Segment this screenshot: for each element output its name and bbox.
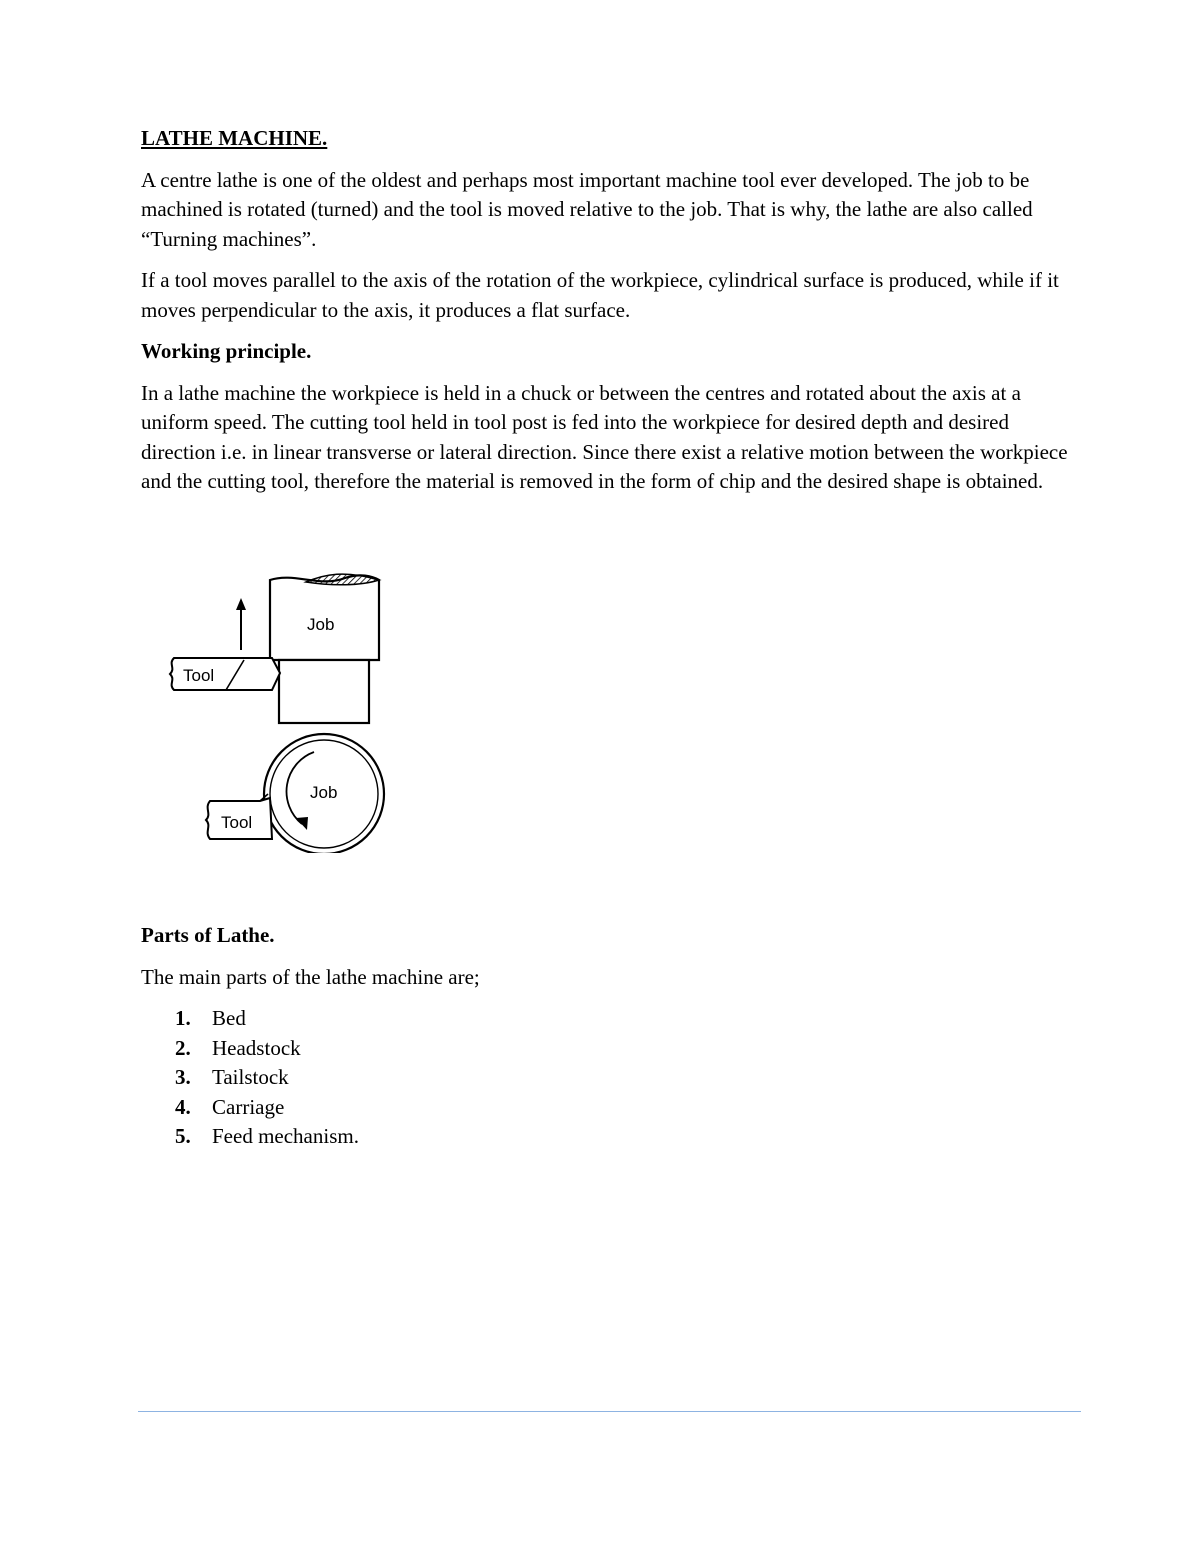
list-item xyxy=(141,1093,1081,1123)
top-tool-label: Tool xyxy=(183,666,215,685)
list-item-number: 2. xyxy=(175,1035,191,1060)
list-item-label: Feed mechanism. xyxy=(212,1124,359,1148)
list-item-label: Tailstock xyxy=(212,1065,289,1089)
bottom-job-label: Job xyxy=(310,783,338,802)
working-principle-paragraph: In a lathe machine the workpiece is held in a chuck or between the centres and rotated about the axis at a uniform speed. The cutting tool held in tool post is fed into the workpiece for desired depth and desired direction i.e. in linear transverse or lateral direction. Since there exist a relative motion between the workpiece and the cutting tool, therefore the material is removed in the form of chip and the desired shape is obtained. xyxy=(141,380,1068,493)
parts-list xyxy=(141,1004,1081,1152)
list-item xyxy=(141,1034,1081,1064)
list-item-number: 1. xyxy=(175,1006,191,1030)
parts-section xyxy=(141,921,1081,1152)
list-item xyxy=(141,1004,1081,1034)
working-principle-heading: Working principle. xyxy=(141,339,312,363)
list-item-label: Headstock xyxy=(212,1035,301,1060)
feed-arrow-up-icon xyxy=(236,598,246,650)
intro-paragraph-2: If a tool moves parallel to the axis of the rotation of the workpiece, cylindrical surface is produced, while if it moves perpendicular to the axis, it produces a flat surface. xyxy=(141,268,1059,322)
document-title: LATHE MACHINE. xyxy=(141,126,328,150)
list-item-number: 4. xyxy=(175,1094,191,1119)
main-text-block xyxy=(141,124,1081,509)
intro-paragraph-1: A centre lathe is one of the oldest and perhaps most important machine tool ever developed. The job to be machined is rotated (turned) and the tool is moved relative to the job. That is why, the lathe are also called “Turning machines”. xyxy=(141,167,1033,251)
list-item xyxy=(141,1063,1081,1093)
top-job-cylinder xyxy=(270,574,379,723)
top-job-label: Job xyxy=(307,615,335,634)
top-job-lower-step xyxy=(279,660,369,723)
parts-intro: The main parts of the lathe machine are; xyxy=(141,964,480,989)
footer-divider xyxy=(138,1411,1081,1412)
bottom-tool-label: Tool xyxy=(221,813,253,832)
list-item xyxy=(141,1122,1081,1152)
parts-heading: Parts of Lathe. xyxy=(141,923,275,947)
list-item-number: 3. xyxy=(175,1065,191,1089)
list-item-label: Bed xyxy=(212,1006,246,1030)
list-item-number: 5. xyxy=(175,1124,191,1148)
list-item-label: Carriage xyxy=(212,1094,285,1119)
lathe-turning-diagram xyxy=(160,568,400,853)
